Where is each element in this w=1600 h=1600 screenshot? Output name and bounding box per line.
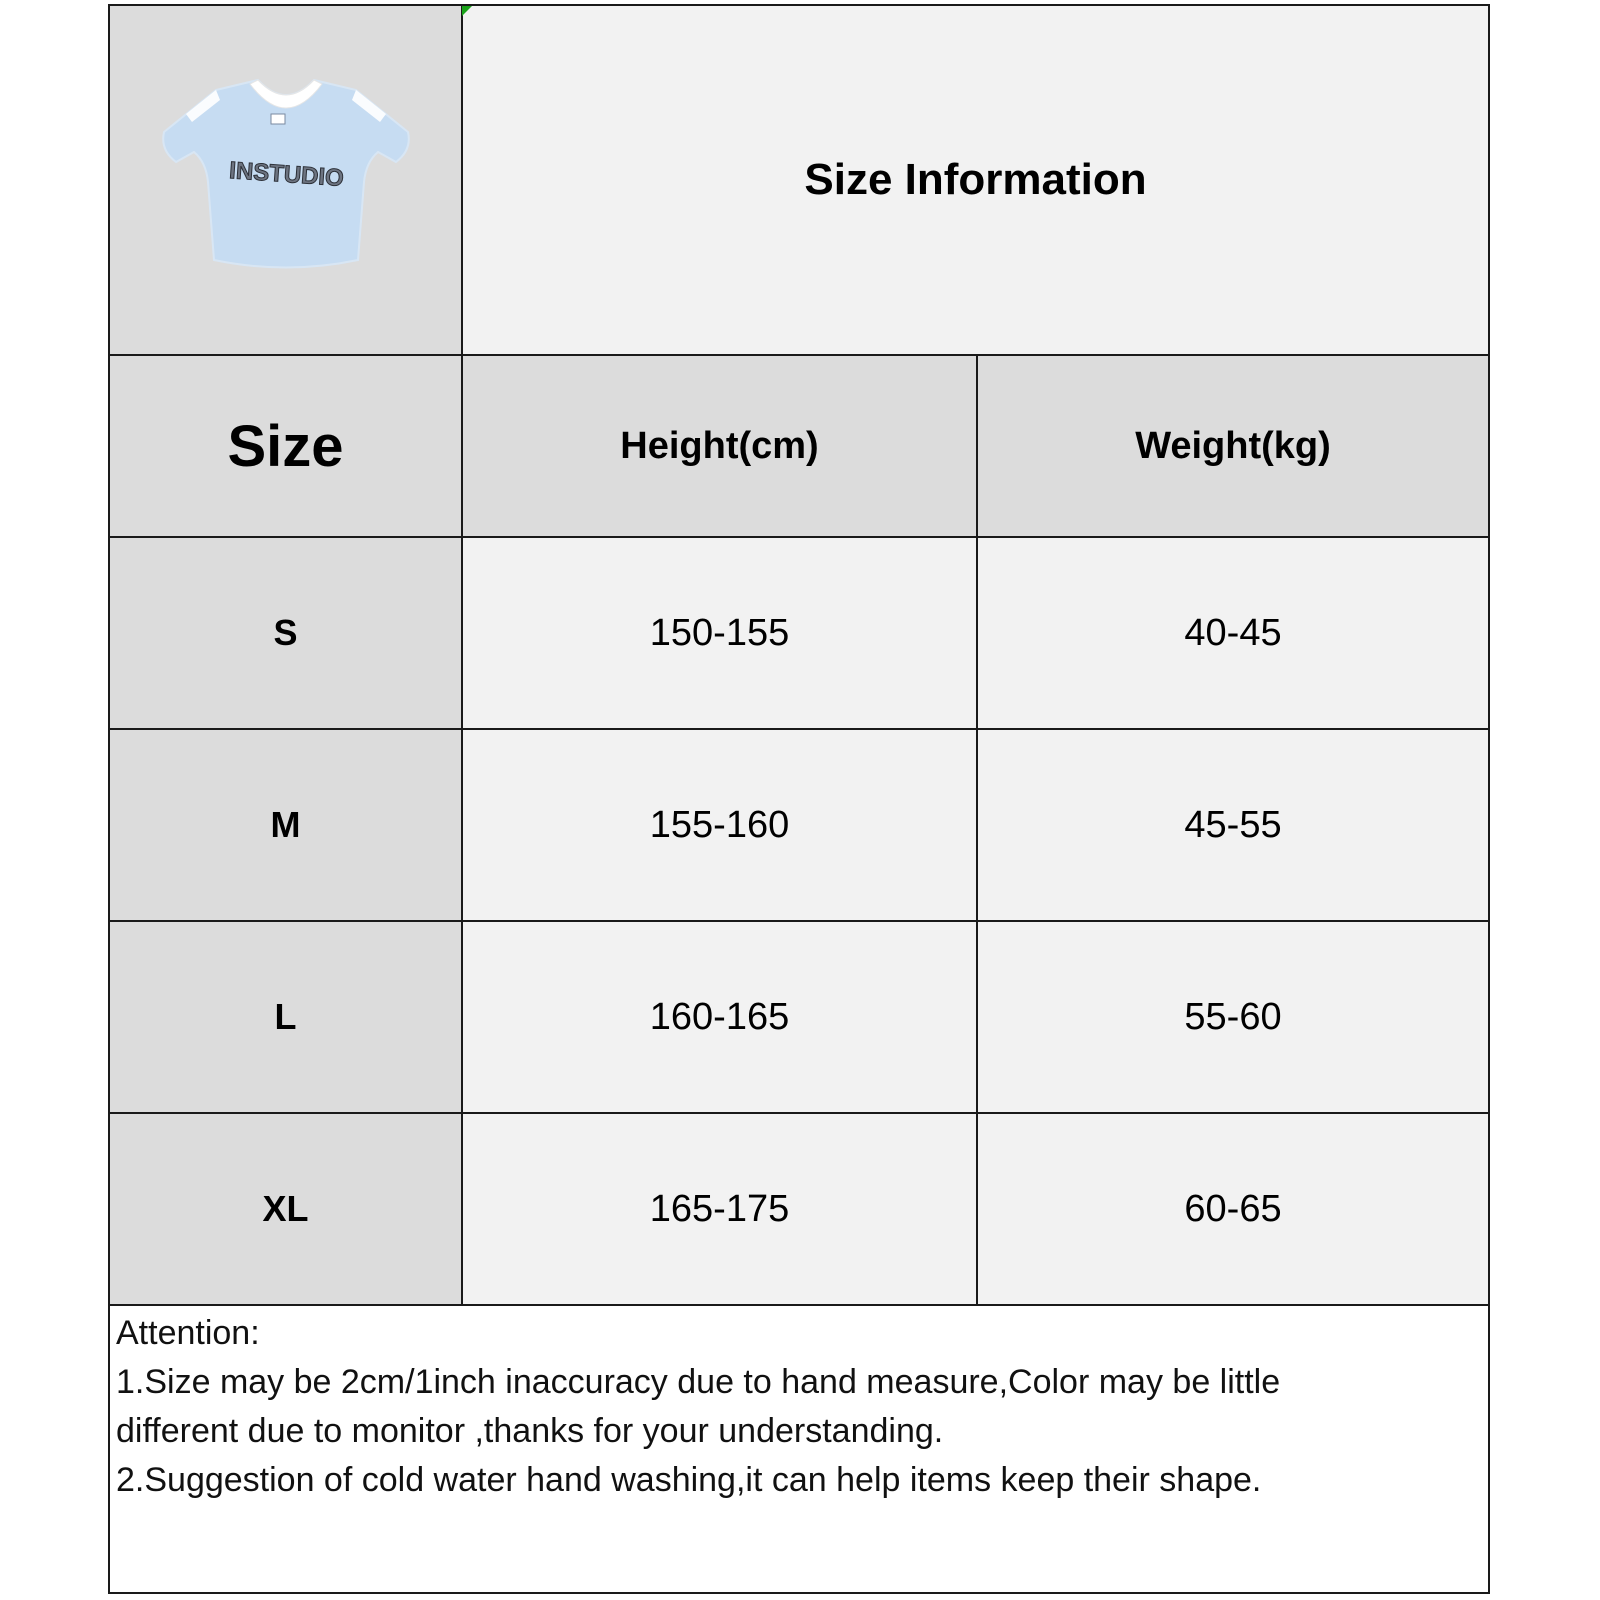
divider [110,354,1488,356]
table-cell-height [463,730,976,920]
notes-heading: Attention: [116,1314,260,1352]
product-image-cell [110,6,461,354]
weight-value: 45-55 [1184,803,1282,846]
height-value: 165-175 [649,1187,790,1230]
table-cell-weight [978,1114,1488,1304]
size-label: S [273,612,298,653]
tshirt-icon [146,70,426,290]
header-weight-cell [978,356,1488,536]
size-label: L [274,996,297,1037]
table-row-size [110,1114,461,1304]
table-row-size [110,922,461,1112]
divider [110,536,1488,538]
column-header-weight: Weight(kg) [1135,424,1331,467]
divider [110,1112,1488,1114]
size-label: XL [262,1188,309,1229]
divider [461,6,463,1304]
weight-value: 55-60 [1184,995,1282,1038]
table-cell-height [463,1114,976,1304]
table-cell-weight [978,730,1488,920]
size-chart [108,4,1490,1594]
cell-corner-marker [462,6,472,16]
divider [110,728,1488,730]
divider [110,1304,1488,1306]
weight-value: 40-45 [1184,611,1282,654]
height-value: 160-165 [649,995,790,1038]
table-row-size [110,730,461,920]
notes-line: 2.Suggestion of cold water hand washing,it can help items keep their shape. [116,1461,1262,1499]
table-row-size [110,538,461,728]
size-label: M [270,804,301,845]
table-cell-height [463,538,976,728]
table-cell-height [463,922,976,1112]
header-height-cell [463,356,976,536]
weight-value: 60-65 [1184,1187,1282,1230]
table-cell-weight [978,538,1488,728]
column-header-height: Height(cm) [620,424,819,467]
height-value: 150-155 [649,611,790,654]
title-cell [463,6,1488,354]
header-size-cell [110,356,461,536]
attention-notes [116,1309,1476,1505]
notes-line: 1.Size may be 2cm/1inch inaccuracy due to hand measure,Color may be little [116,1363,1281,1401]
divider [110,920,1488,922]
divider [976,356,978,1304]
shirt-print-text: INSTUDIO [227,157,345,192]
table-cell-weight [978,922,1488,1112]
height-value: 155-160 [649,803,790,846]
column-header-size: Size [227,413,344,479]
notes-line: different due to monitor ,thanks for your understanding. [116,1412,944,1450]
page-title: Size Information [804,155,1147,204]
